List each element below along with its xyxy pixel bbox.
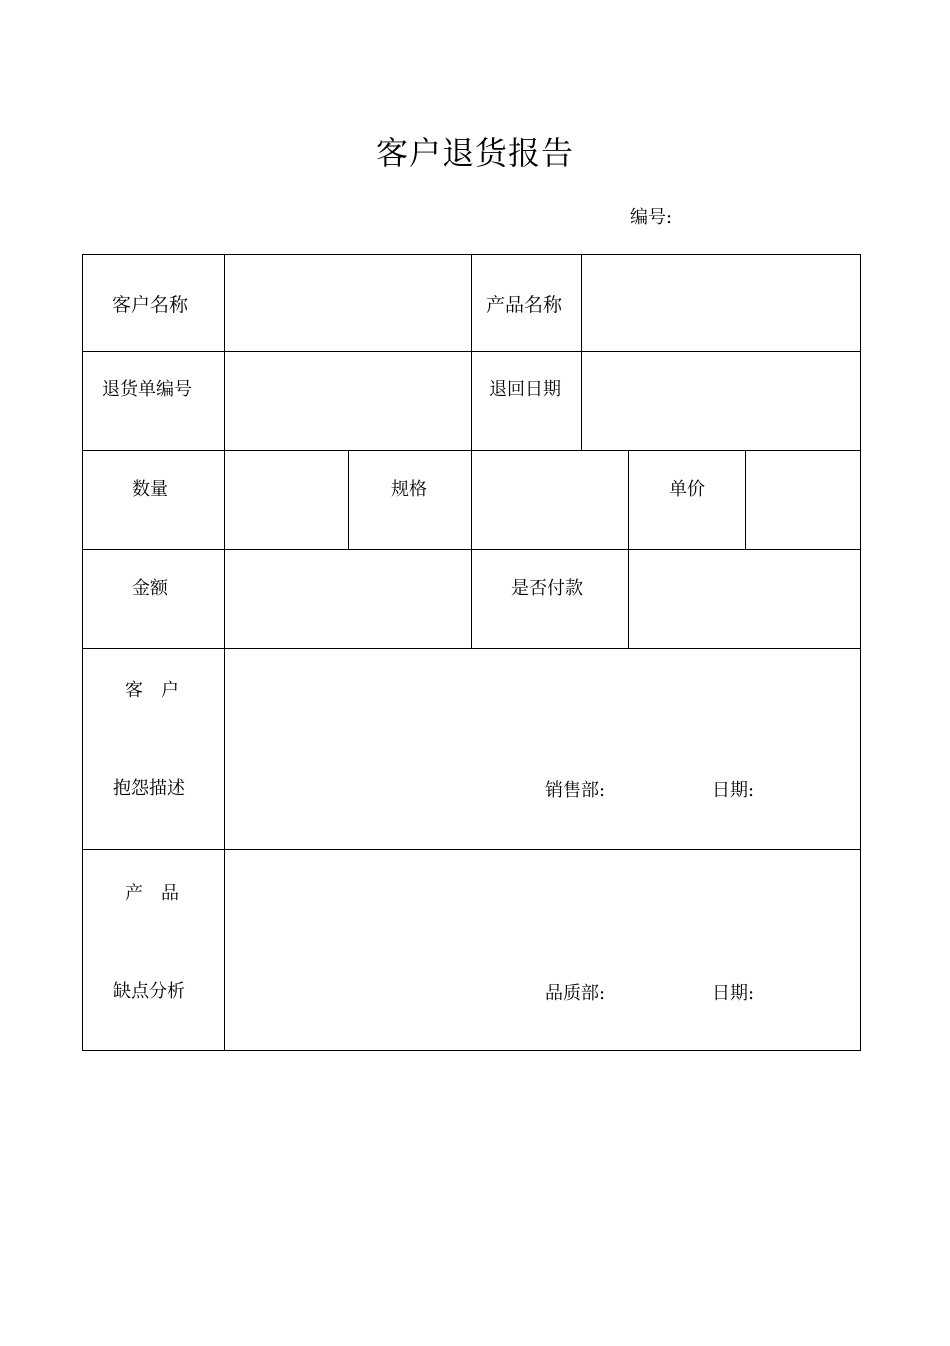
complaint-date-label: 日期: bbox=[712, 780, 755, 801]
quality-dept-label: 品质部: bbox=[545, 983, 606, 1004]
return-order-number-label: 退货单编号 bbox=[102, 379, 192, 400]
amount-label: 金额 bbox=[132, 578, 168, 599]
label-column-divider bbox=[224, 255, 225, 1050]
row-divider bbox=[83, 648, 860, 649]
sales-dept-label: 销售部: bbox=[545, 780, 606, 801]
complaint-label-line2: 抱怨描述 bbox=[113, 778, 185, 799]
return-date-label: 退回日期 bbox=[489, 379, 561, 400]
column-divider bbox=[471, 549, 472, 648]
spec-label: 规格 bbox=[391, 479, 427, 500]
unit-price-label: 单价 bbox=[669, 479, 705, 500]
complaint-label-line1: 客 户 bbox=[125, 680, 179, 701]
column-divider bbox=[628, 549, 629, 648]
column-divider bbox=[581, 255, 582, 450]
defect-label-line1: 产 品 bbox=[125, 883, 179, 904]
defect-label-line2: 缺点分析 bbox=[113, 981, 185, 1002]
column-divider bbox=[348, 450, 349, 549]
row-divider bbox=[83, 849, 860, 850]
customer-name-label: 客户名称 bbox=[111, 294, 189, 316]
defect-date-label: 日期: bbox=[712, 983, 755, 1004]
page-title: 客户退货报告 bbox=[375, 134, 574, 172]
paid-status-label: 是否付款 bbox=[511, 578, 583, 599]
column-divider bbox=[745, 450, 746, 549]
column-divider bbox=[471, 255, 472, 450]
serial-number-label: 编号: bbox=[630, 207, 673, 228]
quantity-label: 数量 bbox=[132, 479, 168, 500]
product-name-label: 产品名称 bbox=[485, 294, 563, 316]
column-divider bbox=[628, 450, 629, 549]
return-report-form bbox=[82, 254, 861, 1051]
column-divider bbox=[471, 450, 472, 549]
